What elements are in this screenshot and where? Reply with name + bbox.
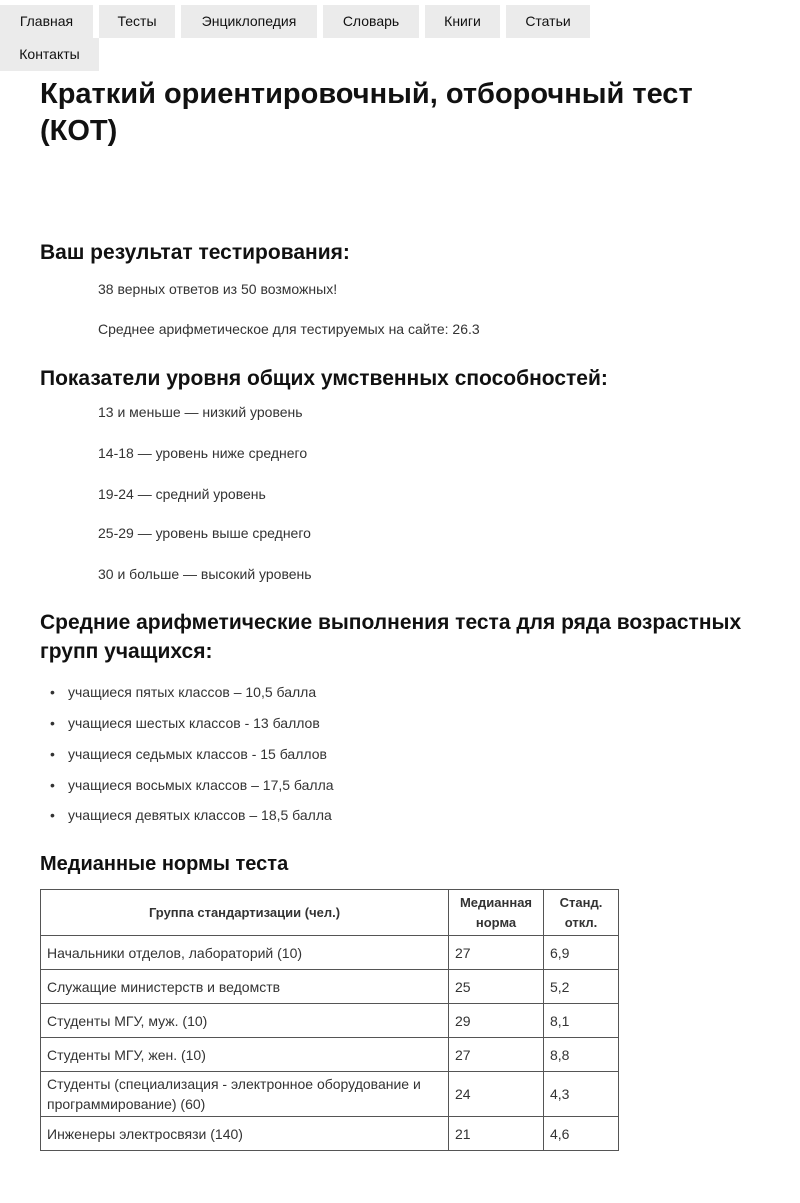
result-heading: Ваш результат тестирования: [40,241,350,264]
level-item: 13 и меньше — низкий уровень [98,404,303,420]
age-group-item: • учащиеся седьмых классов - 15 баллов [68,746,327,762]
level-item: 25-29 — уровень выше среднего [98,525,311,541]
table-row [41,1117,619,1151]
table-row [41,936,619,970]
top-nav [0,0,800,72]
group-cell: Студенты МГУ, жен. (10) [41,1038,449,1072]
table-header-row [41,890,619,936]
nav-contacts[interactable]: Контакты [0,38,99,71]
column-header-group: Группа стандартизации (чел.) [41,890,449,936]
nav-tests[interactable]: Тесты [99,5,175,38]
std-cell: 4,3 [544,1072,619,1117]
nav-home[interactable]: Главная [0,5,93,38]
norms-heading: Медианные нормы теста [40,853,289,875]
level-item: 14-18 — уровень ниже среднего [98,445,308,461]
table-row [41,970,619,1004]
nav-articles[interactable]: Статьи [506,5,590,38]
age-group-item: • учащиеся шестых классов - 13 баллов [68,715,320,731]
column-header-median: Медианная норма [449,890,544,936]
group-cell: Служащие министерств и ведомств [41,970,449,1004]
median-cell: 24 [449,1072,544,1117]
std-cell: 5,2 [544,970,619,1004]
median-cell: 27 [449,936,544,970]
nav-books[interactable]: Книги [425,5,500,38]
age-group-item: • учащиеся пятых классов – 10,5 балла [68,684,316,700]
group-cell: Студенты МГУ, муж. (10) [41,1004,449,1038]
nav-encyclopedia[interactable]: Энциклопедия [181,5,317,38]
median-cell: 25 [449,970,544,1004]
average-text: Среднее арифметическое для тестируемых на сайте: 26.3 [98,321,480,337]
std-cell: 8,8 [544,1038,619,1072]
column-header-std: Станд. откл. [544,890,619,936]
median-cell: 29 [449,1004,544,1038]
nav-dictionary[interactable]: Словарь [323,5,419,38]
level-item: 30 и больше — высокий уровень [98,566,312,582]
group-cell: Начальники отделов, лабораторий (10) [41,936,449,970]
median-cell: 27 [449,1038,544,1072]
table-row [41,1072,619,1117]
page-title: Краткий ориентировочный, отборочный тест (КОТ) [40,78,693,147]
age-groups-heading: Средние арифметические выполнения теста для ряда возрастных групп учащихся: [40,611,742,663]
std-cell: 6,9 [544,936,619,970]
median-cell: 21 [449,1117,544,1151]
std-cell: 4,6 [544,1117,619,1151]
level-item: 19-24 — средний уровень [98,486,266,502]
table-row [41,1038,619,1072]
group-cell: Студенты (специализация - электронное оборудование и программирование) (60) [41,1072,449,1117]
score-text: 38 верных ответов из 50 возможных! [98,281,338,297]
group-cell: Инженеры электросвязи (140) [41,1117,449,1151]
std-cell: 8,1 [544,1004,619,1038]
age-group-item: • учащиеся девятых классов – 18,5 балла [68,807,332,823]
levels-heading: Показатели уровня общих умственных способностей: [40,367,608,390]
age-group-item: • учащиеся восьмых классов – 17,5 балла [68,777,334,793]
table-row [41,1004,619,1038]
norms-table [40,889,619,1151]
